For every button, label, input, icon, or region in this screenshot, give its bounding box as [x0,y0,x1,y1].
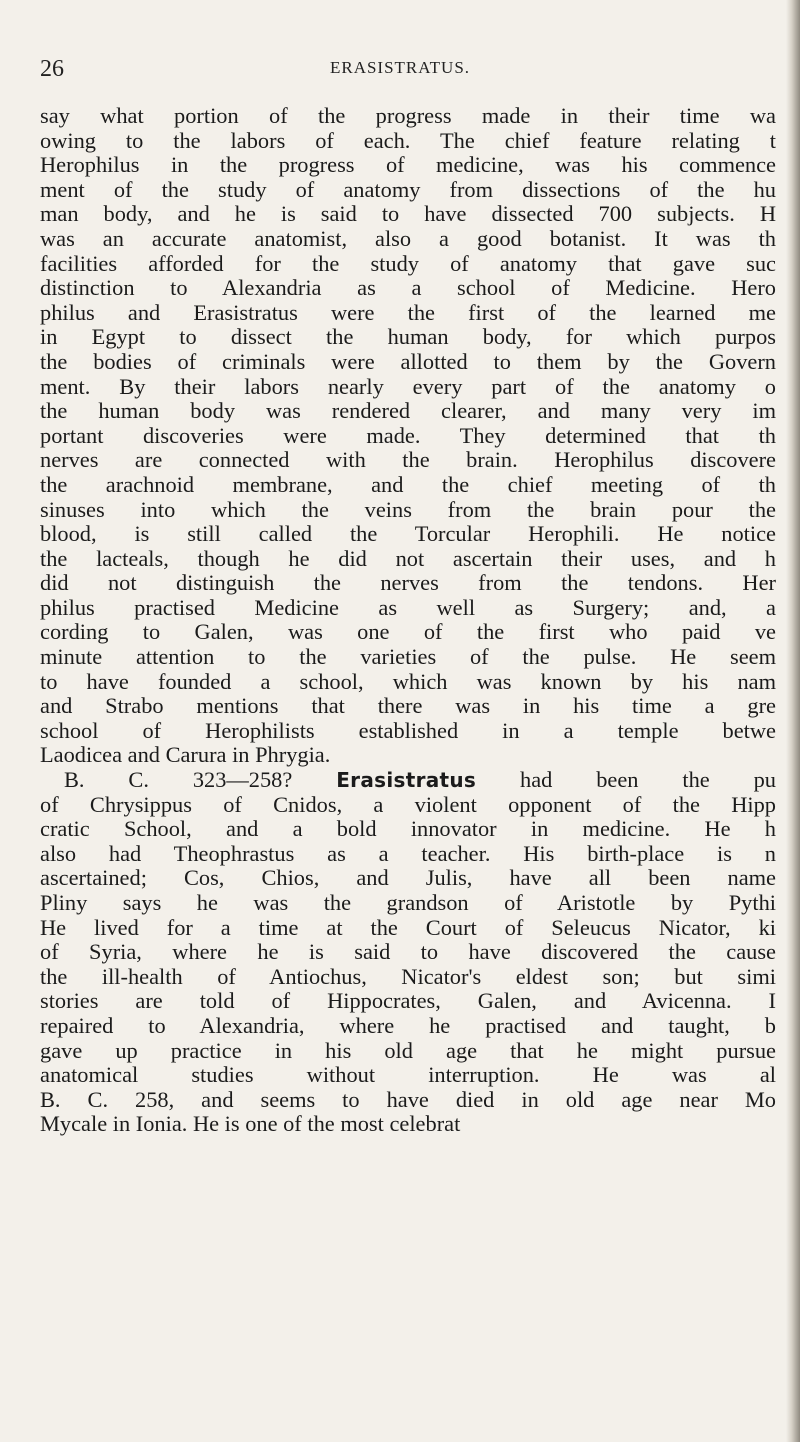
text-line: to have founded a school, which was known by his nam [40,669,776,694]
text-line: philus and Erasistratus were the first of the learned me [40,300,776,325]
text-line: Pliny says he was the grandson of Aristotle by Pythi [40,891,776,915]
date-range: B. C. 323—258? [64,768,293,793]
text-line: ascertained; Cos, Chios, and Julis, have all been name [40,866,776,891]
text-line: blood, is still called the Torcular Herophili. He notice [40,522,776,547]
text-line: the bodies of criminals were allotted to them by the Govern [40,349,776,374]
text-line: repaired to Alexandria, where he practised and taught, b [40,1013,776,1038]
text-line: was an accurate anatomist, also a good botanist. It was th [40,226,776,251]
text-line: the lacteals, though he did not ascertain their uses, and h [40,546,776,571]
text-line: ment. By their labors nearly every part of the anatomy o [40,374,776,399]
page-gutter-shadow [786,0,800,1442]
page-header [40,56,760,84]
text-line: and Strabo mentions that there was in his time a gre [40,694,776,719]
text-line: anatomical studies without interruption. He was al [40,1063,776,1088]
text-line: of Syria, where he is said to have discovered the cause [40,940,776,965]
page-number: 26 [40,56,64,82]
text-line: the human body was rendered clearer, and many very im [40,399,776,424]
text-line: ment of the study of anatomy from dissections of the hu [40,177,776,202]
text-line: Mycale in Ionia. He is one of the most celebrat [40,1112,461,1137]
text-line: did not distinguish the nerves from the tendons. Her [40,571,776,596]
text-line: He lived for a time at the Court of Seleucus Nicator, ki [40,915,776,940]
text-line: sinuses into which the veins from the brain pour the [40,497,776,522]
text-line: say what portion of the progress made in their time wa [40,104,776,128]
text-line: Herophilus in the progress of medicine, was his commence [40,153,776,178]
text-line: Laodicea and Carura in Phrygia. [40,743,331,768]
text-fragment: had been the pu [520,768,776,793]
text-line: distinction to Alexandria as a school of Medicine. Hero [40,276,776,301]
text-line: nerves are connected with the brain. Herophilus discovere [40,448,776,473]
text-line: owing to the labors of each. The chief feature relating t [40,128,776,153]
text-line: minute attention to the varieties of the pulse. He seem [40,645,776,670]
text-line: also had Theophrastus as a teacher. His birth-place is n [40,841,776,866]
text-line: man body, and he is said to have dissected 700 subjects. H [40,202,776,227]
body-text [40,104,776,1137]
text-line: B. C. 258, and seems to have died in old age near Mo [40,1087,776,1112]
text-line: philus practised Medicine as well as Surgery; and, a [40,595,776,620]
text-line: portant discoveries were made. They determined that th [40,423,776,448]
text-line: stories are told of Hippocrates, Galen, and Avicenna. I [40,989,776,1014]
text-line: cratic School, and a bold innovator in medicine. He h [40,817,776,842]
text-line: the ill-health of Antiochus, Nicator's eldest son; but simi [40,964,776,989]
text-line: gave up practice in his old age that he might pursue [40,1038,776,1063]
text-line: the arachnoid membrane, and the chief meeting of th [40,472,776,497]
running-head: ERASISTRATUS. [329,58,471,77]
paragraph-opening-line [40,768,776,793]
text-line: in Egypt to dissect the human body, for which purpos [40,325,776,350]
text-line: facilities afforded for the study of anatomy that gave suc [40,251,776,276]
text-line: school of Herophilists established in a temple betwe [40,718,776,743]
text-line: cording to Galen, was one of the first who paid ve [40,620,776,645]
text-line: of Chrysippus of Cnidos, a violent opponent of the Hipp [40,792,776,817]
section-heading: Erasistratus [336,768,477,793]
